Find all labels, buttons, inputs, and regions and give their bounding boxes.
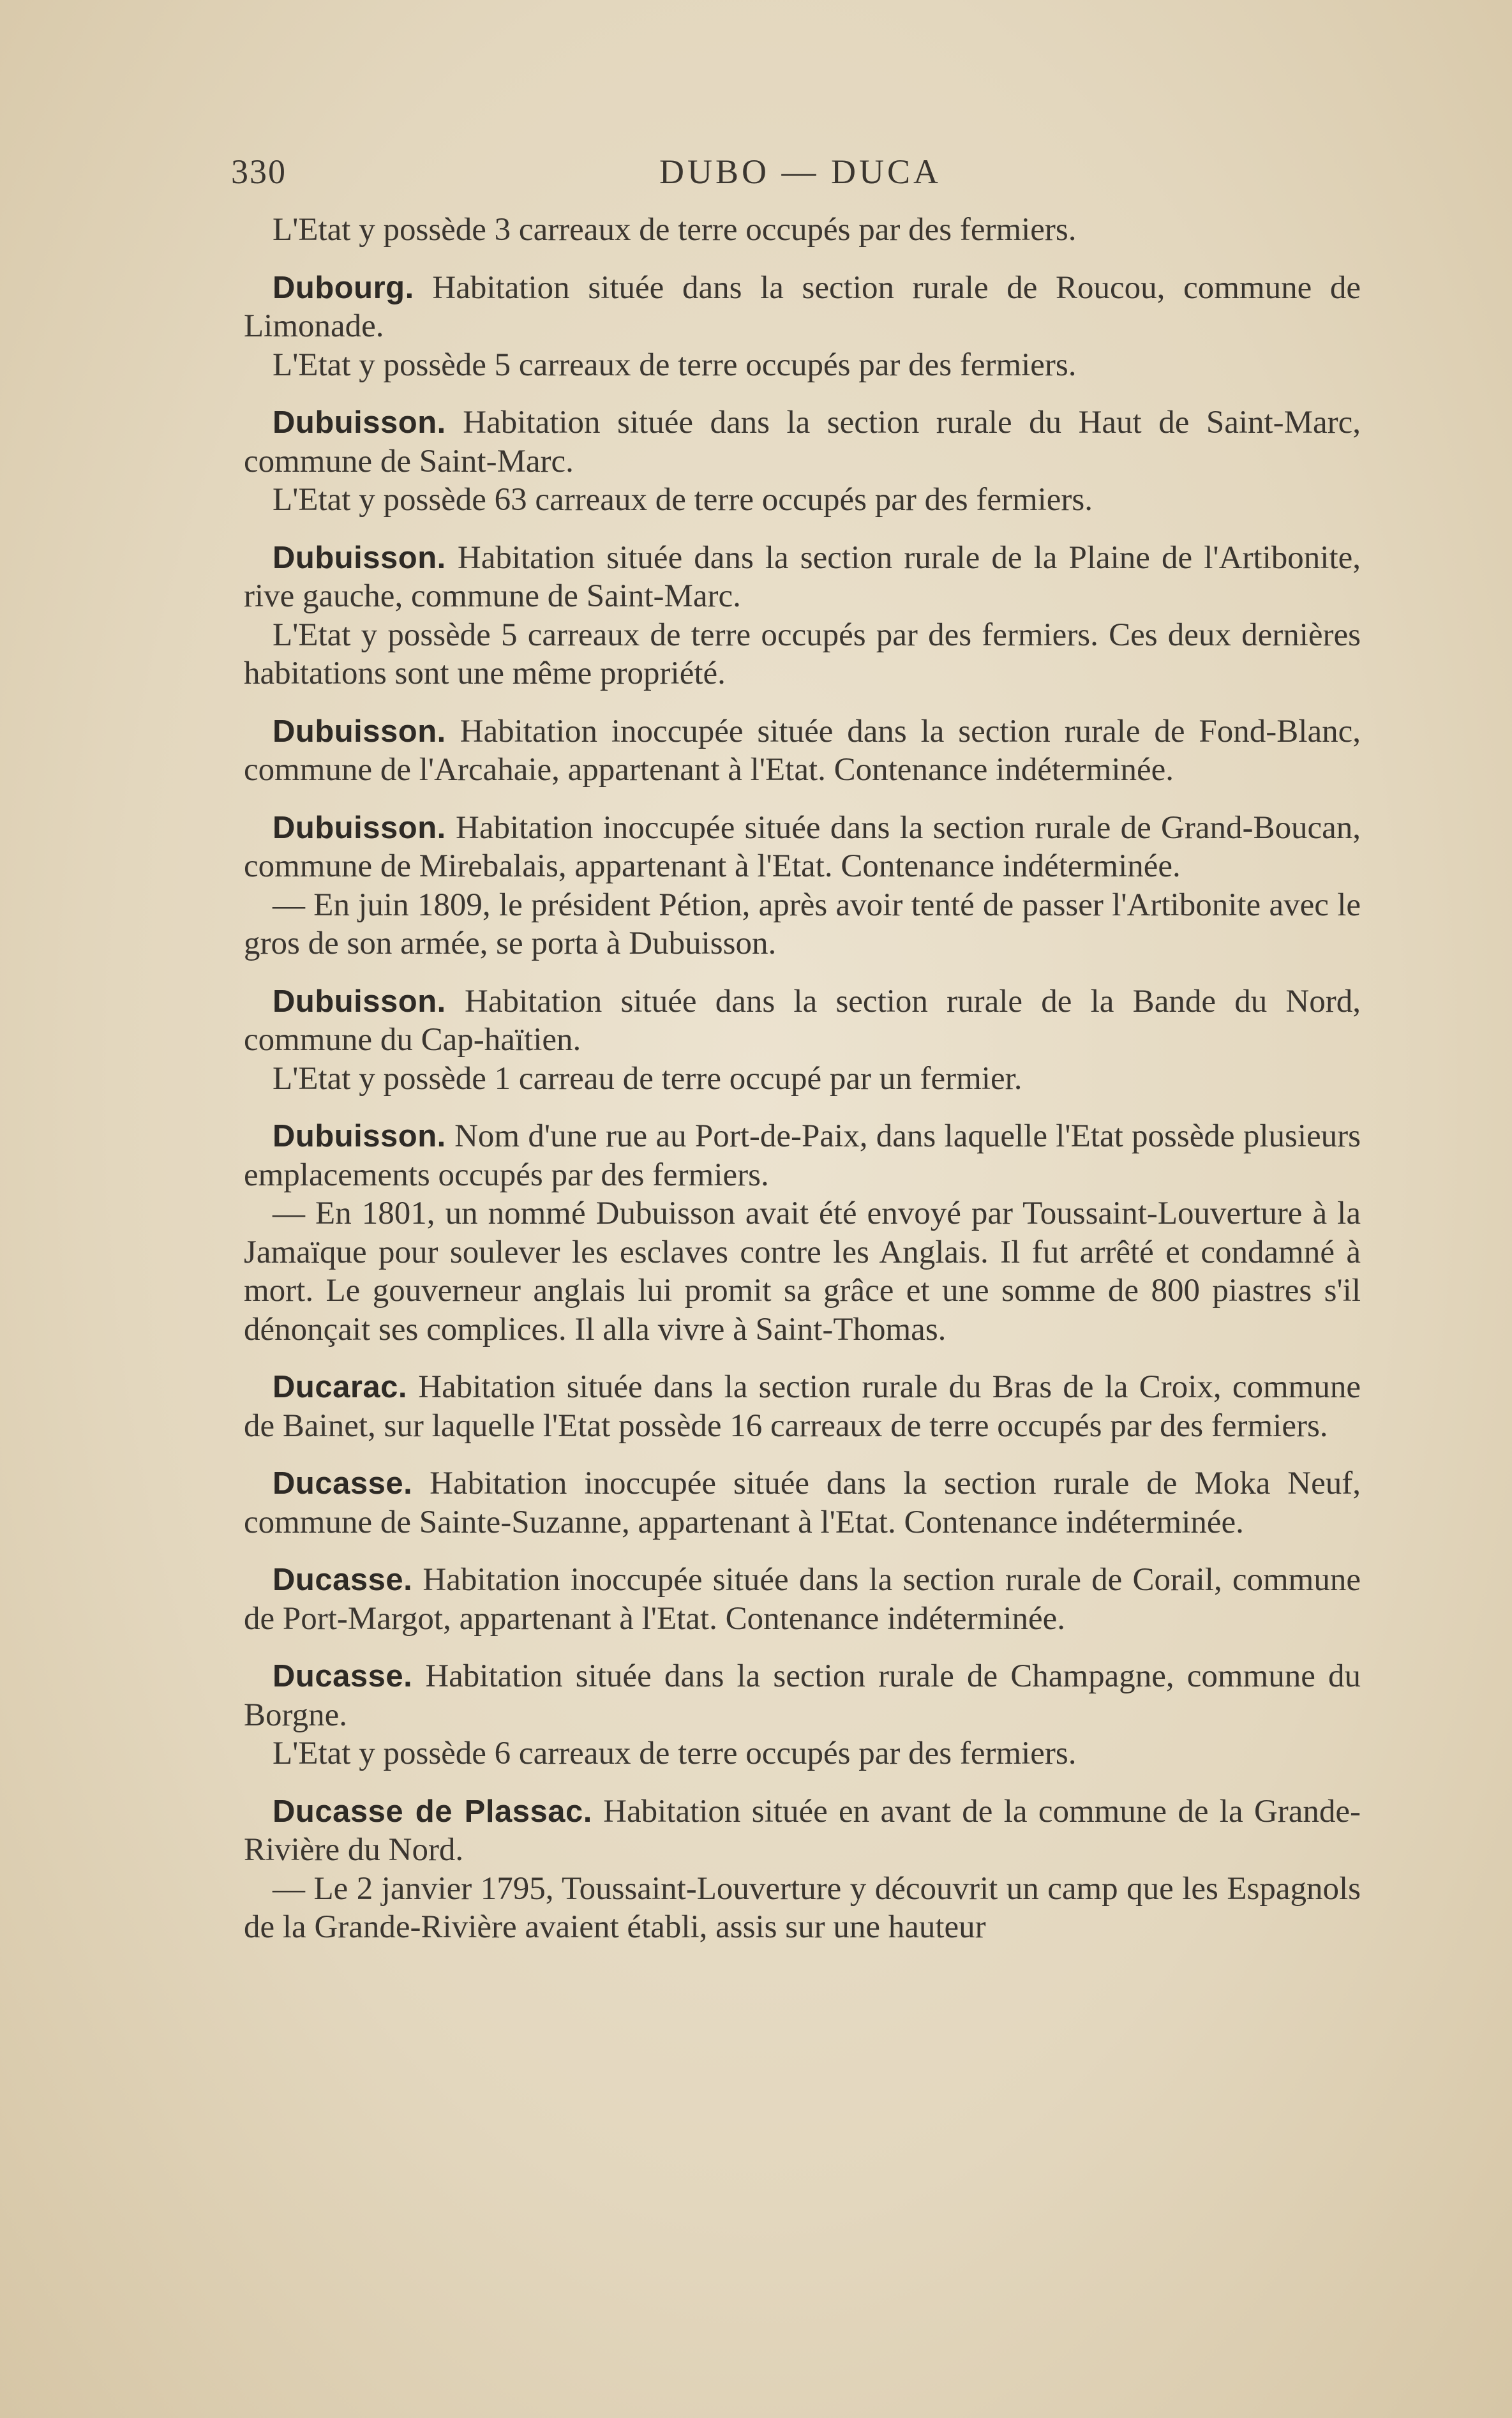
entry-text: Habitation inoccupée située dans la section rurale de Corail, commune de Port-Margot, appartenant à l'Etat. Contenance indéterminée.: [244, 1562, 1361, 1637]
dictionary-entry: [244, 1657, 1361, 1734]
entry-paragraph: [244, 1194, 1361, 1349]
entry-headword: Dubuisson.: [273, 405, 446, 440]
entry-text: Nom d'une rue au Port-de-Paix, dans laquelle l'Etat possède plusieurs emplacements occupés par des fermiers.: [244, 1118, 1361, 1193]
entry-text: — Le 2 janvier 1795, Toussaint-Louverture y découvrit un camp que les Espagnols de la Grande-Rivière avaient établi, assis sur une hauteur: [244, 1870, 1361, 1945]
dictionary-entry: [244, 712, 1361, 790]
dictionary-entry: [244, 1792, 1361, 1870]
dictionary-entry: [244, 982, 1361, 1060]
entry-text: L'Etat y possède 1 carreau de terre occupé par un fermier.: [273, 1060, 1022, 1097]
entry-text: Habitation située dans la section rurale du Haut de Saint-Marc, commune de Saint-Marc.: [244, 405, 1361, 479]
entry-headword: Ducasse de Plassac.: [273, 1794, 592, 1829]
entry-text: L'Etat y possède 3 carreaux de terre occupés par des fermiers.: [273, 212, 1077, 248]
dictionary-entry: [244, 1464, 1361, 1542]
dictionary-entry: [244, 539, 1361, 616]
entry-headword: Dubuisson.: [273, 810, 446, 845]
entry-text: L'Etat y possède 6 carreaux de terre occupés par des fermiers.: [273, 1736, 1077, 1771]
entry-paragraph: [244, 1734, 1361, 1773]
dictionary-entry: [244, 403, 1361, 481]
entry-paragraph: [244, 886, 1361, 963]
entry-text: Habitation inoccupée située dans la section rurale de Grand-Boucan, commune de Mirebalais, appartenant à l'Etat. Contenance indéterminée.: [244, 809, 1361, 884]
entry-text: Habitation située dans la section rurale de Champagne, commune du Borgne.: [244, 1658, 1361, 1733]
dictionary-entry: [244, 809, 1361, 886]
entry-text: Habitation située dans la section rurale de Roucou, commune de Limonade.: [244, 269, 1361, 344]
running-head-title: DUBO — DUCA: [659, 153, 942, 191]
dictionary-entry: [244, 1117, 1361, 1194]
dictionary-entry: [244, 1368, 1361, 1445]
entry-text: L'Etat y possède 5 carreaux de terre occupés par des fermiers.: [273, 347, 1077, 383]
entry-paragraph: [244, 1060, 1361, 1099]
page-number: 330: [231, 153, 287, 191]
entry-headword: Dubuisson.: [273, 714, 446, 749]
entry-text: L'Etat y possède 5 carreaux de terre occupés par des fermiers. Ces deux dernières habitations sont une même propriété.: [244, 617, 1361, 691]
entry-paragraph: [244, 616, 1361, 693]
dictionary-entry: [244, 1561, 1361, 1638]
entry-headword: Dubuisson.: [273, 984, 446, 1019]
entry-headword: Ducarac.: [273, 1370, 408, 1404]
dictionary-entry: [244, 269, 1361, 346]
entry-headword: Dubourg.: [273, 270, 414, 305]
entry-text: — En 1801, un nommé Dubuisson avait été envoyé par Toussaint-Louverture à la Jamaïque pour soulever les esclaves contre les Anglais. Il fut arrêté et condamné à mort. Le gouverneur anglais lui promit sa grâce et une somme de 800 piastres s'il dénonçait ses complices. Il alla vivre à Saint-Thomas.: [244, 1196, 1361, 1348]
entry-text: Habitation située dans la section rurale de la Plaine de l'Artibonite, rive gauche, commune de Saint-Marc.: [244, 539, 1361, 614]
entry-paragraph: [244, 346, 1361, 385]
entry-headword: Ducasse.: [273, 1659, 413, 1693]
body-text: [244, 211, 1361, 1947]
entry-text: L'Etat y possède 63 carreaux de terre occupés par des fermiers.: [273, 482, 1093, 518]
entry-text: Habitation inoccupée située dans la section rurale de Moka Neuf, commune de Sainte-Suzanne, appartenant à l'Etat. Contenance indéterminée.: [244, 1466, 1361, 1540]
entry-headword: Ducasse.: [273, 1466, 413, 1501]
entry-text: Habitation située dans la section rurale de la Bande du Nord, commune du Cap-haïtien.: [244, 983, 1361, 1058]
entry-headword: Dubuisson.: [273, 540, 446, 575]
entry-paragraph: [244, 481, 1361, 520]
entry-text: — En juin 1809, le président Pétion, après avoir tenté de passer l'Artibonite avec le gros de son armée, se porta à Dubuisson.: [244, 887, 1361, 961]
entry-headword: Dubuisson.: [273, 1119, 446, 1153]
running-head: [231, 152, 1370, 197]
entry-text: Habitation située en avant de la commune de la Grande-Rivière du Nord.: [244, 1793, 1361, 1868]
entry-text: Habitation située dans la section rurale du Bras de la Croix, commune de Bainet, sur laquelle l'Etat possède 16 carreaux de terre occupés par des fermiers.: [244, 1369, 1361, 1444]
entry-text: Habitation inoccupée située dans la section rurale de Fond-Blanc, commune de l'Arcahaie, appartenant à l'Etat. Contenance indéterminée.: [244, 713, 1361, 788]
entry-paragraph: [244, 211, 1361, 250]
entry-paragraph: [244, 1870, 1361, 1947]
entry-headword: Ducasse.: [273, 1563, 413, 1597]
